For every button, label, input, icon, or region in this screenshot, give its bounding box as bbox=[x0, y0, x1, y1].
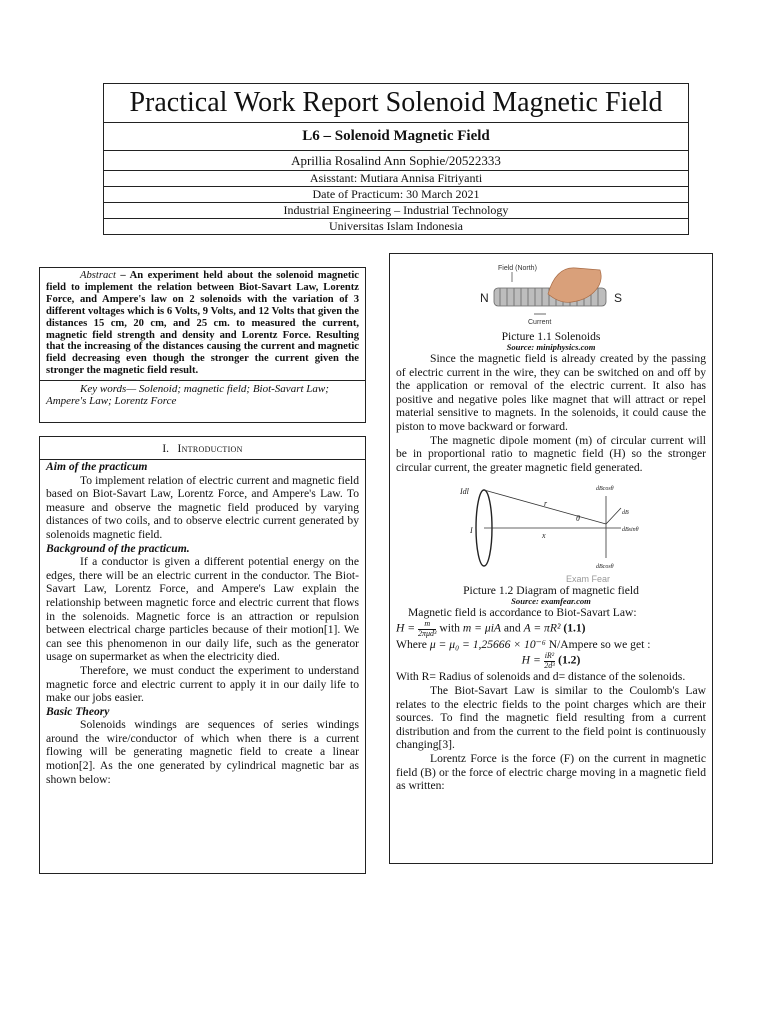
department-line: Industrial Engineering – Industrial Technology bbox=[104, 202, 688, 218]
eq1-fraction bbox=[418, 620, 436, 638]
section-number: I. bbox=[162, 443, 169, 455]
eq-mu-value: μ = μ₀ = 1,25666 × 10⁻⁶ bbox=[429, 638, 546, 652]
abstract-text: An experiment held about the solenoid magnetic field to implement the relation between Biot-Savart Law, Lorentz Force, and Ampere's law on 2 solenoids with the variation of 3 different voltages which is 6 Volts, 9 Volts, and 12 Volts that given the distances 15 cm, 20 cm, and 25 cm. to measured the current, magnetic field strength and density and Lorentz Force. Resulting that the increasing of the distances causing the current and magnetic field decreasing even though the stronger the current given the stronger the magnetic field result. bbox=[46, 270, 359, 377]
theory-text: Solenoids windings are sequences of series windings around the wire/conductor of which when there is a current flowing will be generating magnetic field to create a linear motion[2]. As the one generated by cylindrical magnetic bar as shown below: bbox=[46, 718, 359, 786]
page-subtitle: L6 – Solenoid Magnetic Field bbox=[104, 122, 688, 150]
label-r: r bbox=[544, 499, 548, 509]
abstract-label: Abstract bbox=[80, 270, 116, 281]
figure-2-source: Source: examfear.com bbox=[511, 596, 591, 607]
paragraph-lorentz: Lorentz Force is the force (F) on the current in magnetic field (B) or the force of electric charge moving in a magnetic field as written: bbox=[396, 751, 706, 793]
abstract-dash: – bbox=[115, 270, 130, 281]
label-db: dB bbox=[622, 510, 629, 517]
eq1-lhs: H = bbox=[396, 622, 416, 635]
abstract-paragraph bbox=[46, 270, 359, 377]
label-db-sin: dBsinθ bbox=[622, 527, 639, 534]
assistant-line: Asisstant: Mutiara Annisa Fitriyanti bbox=[104, 170, 688, 186]
eq-unit: N/Ampere so we get : bbox=[548, 638, 651, 652]
figure-2-caption: Picture 1.2 Diagram of magnetic field bbox=[463, 584, 639, 598]
paragraph-poles: Since the magnetic field is already created by the passing of electric current in the wire, they can be switched on and off by the application or removal of the electric current. It also has positive and negative poles like magnet that will attract or repel material sensitive to magnets. In the solenoids, it could cause the piston to move backward or forward. bbox=[396, 352, 706, 433]
watermark: Exam Fear bbox=[566, 574, 611, 585]
eq1-denominator: 2πμd³ bbox=[418, 628, 437, 638]
label-idl: Idl bbox=[460, 487, 469, 497]
eq1-numerator: m bbox=[418, 620, 436, 630]
equation-1 bbox=[396, 620, 706, 638]
magnetic-field-diagram bbox=[446, 478, 656, 584]
eq1-and: and bbox=[503, 622, 521, 635]
abstract-box bbox=[39, 267, 366, 423]
paragraph-dipole: The magnetic dipole moment (m) of circular current will be in proportional ratio to magnetic field (H) so the stronger circular current, the greater magnetic field generated. bbox=[396, 433, 706, 474]
eq1-tag: (1.1) bbox=[563, 622, 586, 635]
theory-column-box bbox=[389, 253, 713, 864]
label-south-pole: S bbox=[614, 291, 623, 305]
eq-where: Where bbox=[396, 638, 427, 652]
eq1-m: m = μiA bbox=[462, 622, 501, 635]
aim-heading: Aim of the practicum bbox=[40, 459, 365, 474]
author-line: Aprillia Rosalind Ann Sophie/20522333 bbox=[104, 150, 688, 170]
label-field-north: Field (North) bbox=[498, 265, 537, 272]
db-vector bbox=[606, 508, 621, 524]
label-i: I bbox=[470, 526, 473, 536]
paragraph-biot-savart: The Biot-Savart Law is similar to the Coulomb's Law relates to the electric fields to the point charges which are their sources. To find the magnetic field resulting from a current distribution and from the current to the field point is continuously changing[3]. bbox=[396, 683, 706, 752]
keywords: Key words— Solenoid; magnetic field; Biot-Savart Law; Ampere's Law; Lorentz Force bbox=[40, 380, 365, 407]
equation-definitions: With R= Radius of solenoids and d= distance of the solenoids. bbox=[396, 670, 686, 684]
introduction-box bbox=[39, 436, 366, 874]
eq2-tag: (1.2) bbox=[558, 654, 581, 667]
equation-mu bbox=[396, 638, 706, 652]
label-current: Current bbox=[528, 319, 552, 326]
section-heading bbox=[46, 443, 359, 455]
label-theta: θ bbox=[576, 514, 580, 524]
label-db-cos-bottom: dBcosθ bbox=[596, 564, 614, 571]
label-x: x bbox=[542, 531, 546, 541]
background-text-2: Therefore, we must conduct the experiment to understand magnetic force and electric current to apply it in our daily life to make our jobs easier. bbox=[46, 663, 359, 705]
eq2-denominator: 2d³ bbox=[544, 660, 555, 670]
eq2-fraction bbox=[544, 652, 556, 670]
report-header bbox=[103, 83, 689, 235]
solenoid-figure bbox=[476, 260, 626, 328]
equation-2 bbox=[396, 652, 706, 670]
label-north-pole: N bbox=[480, 291, 489, 305]
figure-1-source: Source: miniphysics.com bbox=[506, 342, 596, 352]
date-line: Date of Practicum: 30 March 2021 bbox=[104, 186, 688, 202]
background-heading: Background of the practicum. bbox=[46, 541, 190, 555]
section-title: Introduction bbox=[177, 443, 243, 455]
eq1-with: with bbox=[439, 622, 460, 635]
equation-intro: Magnetic field is accordance to Biot-Savart Law: bbox=[408, 606, 637, 620]
figure-1-caption: Picture 1.1 Solenoids bbox=[501, 330, 601, 343]
university-line: Universitas Islam Indonesia bbox=[104, 218, 688, 234]
label-db-cos-top: dBcosθ bbox=[596, 486, 614, 493]
theory-heading: Basic Theory bbox=[46, 704, 110, 718]
eq2-numerator: iR² bbox=[544, 651, 555, 661]
page-title: Practical Work Report Solenoid Magnetic Field bbox=[129, 87, 663, 118]
eq2-lhs: H = bbox=[521, 654, 541, 667]
aim-text: To implement relation of electric current and magnetic field based on Biot-Savart Law, Lorentz Force, and Ampere's Law. To measure and observe the magnetic field produced by varying distances of two coils, and to observe electric current generated by solenoids magnetic field. bbox=[46, 473, 359, 541]
eq1-a: A = πR² bbox=[523, 622, 561, 635]
background-text-1: If a conductor is given a different potential energy on the edges, there will be an electric current in the conductor. The Biot-Savart Law, Lorentz Force, and Ampere's Law explain the relationship between magnetic force and electric current that flows in the solenoids. Magnetic force is an attraction or repulsion between electrical charge particles because of their motion[1]. We can see this phenomenon in our daily life, such as the generator usage on supermarket as when the electricity died. bbox=[46, 555, 359, 664]
